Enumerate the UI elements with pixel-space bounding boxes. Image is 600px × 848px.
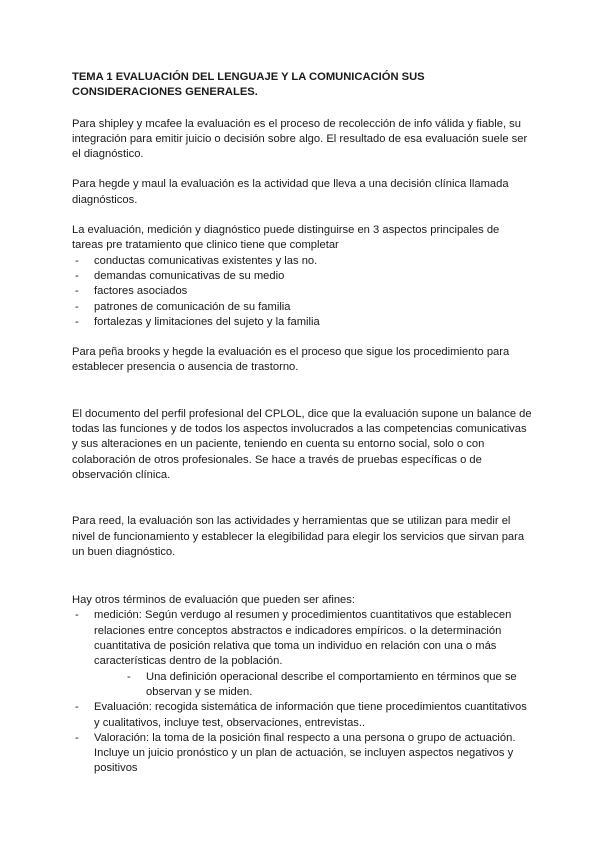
list-item-medicion — [72, 608, 532, 700]
list-item-valoracion: - Valoración: la toma de la posición final respecto a una persona o grupo de actuación. Incluye un juicio pronóstico y un plan de actuación, se incluyen aspectos negativos y positivos — [72, 731, 532, 777]
document-page — [72, 70, 532, 777]
paragraph-reed: Para reed, la evaluación son las actividades y herramientas que se utilizan para medir el nivel de funcionamiento y establecer la elegibilidad para elegir los servicios que sirvan para un buen diagnóstico. — [72, 515, 525, 558]
paragraph-hegde-maul: Para hegde y maul la evaluación es la actividad que lleva a una decisión clínica llamada diagnósticos. — [72, 178, 509, 206]
paragraph-shipley-mcafee: Para shipley y mcafee la evaluación es el proceso de recolección de info válida y fiable, su integración para emitir juicio o decisión sobre algo. El resultado de esa evaluación suele ser el diagnóstico. — [72, 117, 528, 161]
list-aspectos-pre-tratamiento — [72, 254, 532, 330]
paragraph-pena-brooks-hegde: Para peña brooks y hegde la evaluación es el proceso que sigue los procedimiento para establecer presencia o ausencia de trastorno. — [72, 346, 510, 374]
list-item: - Una definición operacional describe el comportamiento en términos que se observan y se miden. — [124, 670, 532, 701]
paragraph-pre-tratamiento: La evaluación, medición y diagnóstico puede distinguirse en 3 aspectos principales de tareas pre tratamiento que clinico tiene que completar — [72, 224, 500, 252]
list-item: - demandas comunicativas de su medio — [72, 269, 532, 284]
list-item: - factores asociados — [72, 284, 532, 299]
list-terminos-afines — [72, 608, 532, 776]
list-item: - fortalezas y limitaciones del sujeto y la familia — [72, 315, 532, 330]
list-item: - conductas comunicativas existentes y las no. — [72, 254, 532, 269]
paragraph-terminos-afines: Hay otros términos de evaluación que pueden ser afines: — [72, 594, 355, 607]
sublist-medicion — [124, 670, 532, 701]
list-item-evaluacion: - Evaluación: recogida sistemática de información que tiene procedimientos cuantitativos y cualitativos, incluye test, observaciones, entrevistas.. — [72, 700, 532, 731]
list-item-text: medición: Según verdugo al resumen y procedimientos cuantitativos que establecen relaciones entre conceptos abstractos e indicadores empíricos. o la determinación cuantitativa de posición relativa que toma un individuo en relación con una o más características dentro de la población. — [94, 609, 512, 668]
list-item: - patrones de comunicación de su familia — [72, 300, 532, 315]
paragraph-cplol: El documento del perfil profesional del CPLOL, dice que la evaluación supone un balance de todas las funciones y de todos los aspectos involucrados a las competencias comunicativas y sus alteraciones en un paciente, teniendo en cuenta su entorno social, solo o con colaboración de otros profesionales. Se hace a través de pruebas específicas o de observación clínica. — [72, 407, 532, 481]
document-title: TEMA 1 EVALUACIÓN DEL LENGUAJE Y LA COMUNICACIÓN SUS CONSIDERACIONES GENERALES. — [72, 71, 425, 99]
